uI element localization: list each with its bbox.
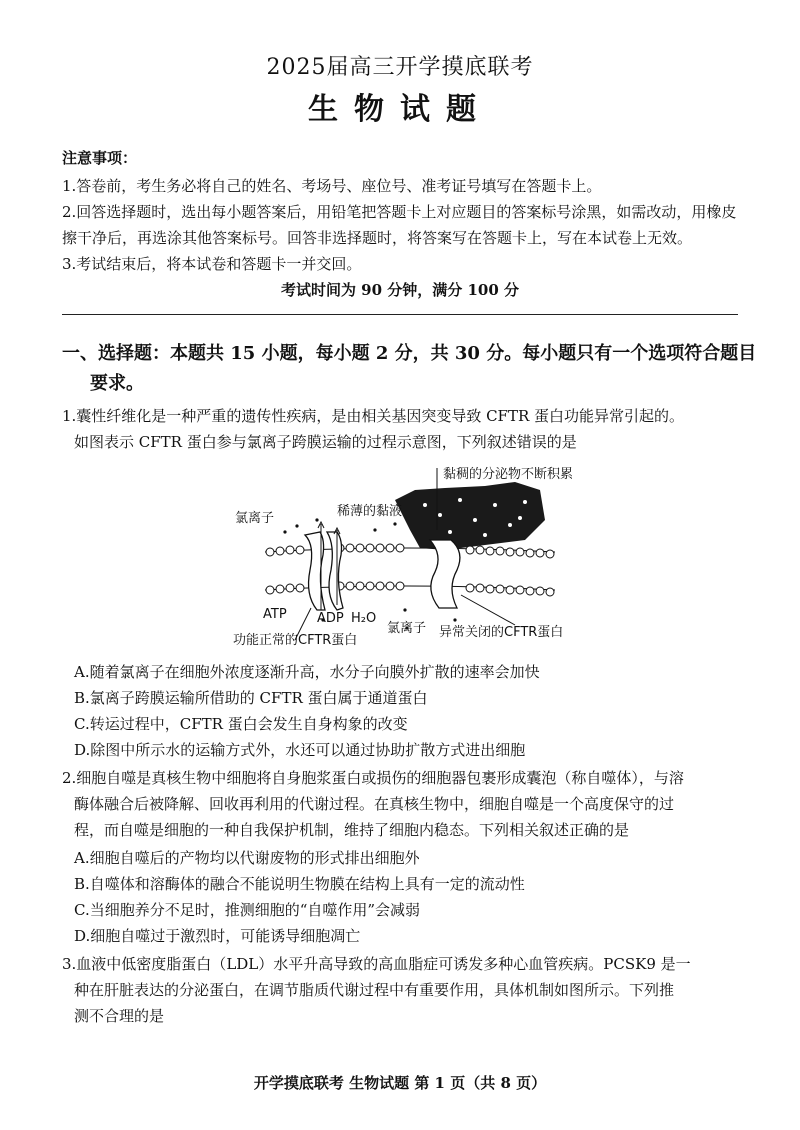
q1-option-a: A.随着氯离子在细胞外浓度逐渐升高，水分子向膜外扩散的速率会加快	[74, 663, 540, 681]
label-adp: ADP	[317, 611, 344, 626]
q2-option-d: D.细胞自噬过于激烈时，可能诱导细胞凋亡	[74, 927, 361, 945]
q2-option-b: B.自噬体和溶酶体的融合不能说明生物膜在结构上具有一定的流动性	[74, 875, 525, 893]
notice-item-3: 3.考试结束后，将本试卷和答题卡一并交回。	[62, 255, 362, 273]
label-chloride-bottom: 氯离子	[387, 621, 427, 636]
q3-stem-line-1: 3.血液中低密度脂蛋白（LDL）水平升高导致的高血脂症可诱发多种心血管疾病。PCSK9 是一	[62, 955, 691, 973]
section-title-line-1: 一、选择题：本题共 15 小题，每小题 2 分，共 30 分。每小题只有一个选项符合题目	[62, 343, 757, 364]
q1-stem-line-2: 如图表示 CFTR 蛋白参与氯离子跨膜运输的过程示意图，下列叙述错误的是	[74, 433, 577, 451]
notice-heading: 注意事项：	[62, 149, 138, 167]
notice-item-2-line-2: 擦干净后，再选涂其他答案标号。回答非选择题时，将答案写在答题卡上，写在本试卷上无效。	[62, 229, 693, 247]
label-chloride-top: 氯离子	[235, 511, 275, 526]
subject-title: 生物试题	[308, 92, 492, 127]
q1-option-c: C.转运过程中，CFTR 蛋白会发生自身构象的改变	[74, 715, 408, 733]
label-atp: ATP	[263, 607, 287, 622]
q2-option-a: A.细胞自噬后的产物均以代谢废物的形式排出细胞外	[74, 849, 420, 867]
abnormal-cftr-protein	[430, 540, 460, 608]
page-footer: 开学摸底联考 生物试题 第 1 页（共 8 页）	[253, 1074, 547, 1092]
label-water: H₂O	[351, 611, 377, 626]
exam-name: 2025届高三开学摸底联考	[266, 55, 534, 80]
label-normal-cftr: 功能正常的CFTR蛋白	[233, 633, 358, 648]
q2-option-c: C.当细胞养分不足时，推测细胞的“自噬作用”会减弱	[74, 901, 421, 919]
notice-item-2-line-1: 2.回答选择题时，选出每小题答案后，用铅笔把答题卡上对应题目的答案标号涂黑，如需改动，用橡皮	[62, 203, 737, 221]
q1-option-b: B.氯离子跨膜运输所借助的 CFTR 蛋白属于通道蛋白	[74, 689, 428, 707]
notice-item-1: 1.答卷前，考生务必将自己的姓名、考场号、座位号、准考证号填写在答题卡上。	[62, 177, 602, 195]
q1-stem-line-1: 1.囊性纤维化是一种严重的遗传性疾病，是由相关基因突变导致 CFTR 蛋白功能异常引起的。	[62, 407, 685, 425]
label-thin-mucus: 稀薄的黏液	[337, 504, 403, 519]
exam-time-info: 考试时间为 90 分钟，满分 100 分	[280, 281, 520, 299]
q2-stem-line-2: 酶体融合后被降解、回收再利用的代谢过程。在真核生物中，细胞自噬是一个高度保守的过	[74, 795, 675, 813]
section-title-line-2: 要求。	[90, 373, 144, 394]
q3-stem-line-3: 测不合理的是	[74, 1007, 165, 1025]
q2-stem-line-3: 程，而自噬是细胞的一种自我保护机制，维持了细胞内稳态。下列相关叙述正确的是	[74, 821, 630, 839]
q1-option-d: D.除图中所示水的运输方式外，水还可以通过协助扩散方式进出细胞	[74, 741, 526, 759]
divider	[62, 314, 738, 315]
label-secretion: 黏稠的分泌物不断积累	[443, 467, 574, 482]
q3-stem-line-2: 种在肝脏表达的分泌蛋白，在调节脂质代谢过程中有重要作用，具体机制如图所示。下列推	[74, 981, 675, 999]
normal-cftr-protein	[305, 532, 325, 610]
q2-stem-line-1: 2.细胞自噬是真核生物中细胞将自身胞浆蛋白或损伤的细胞器包裹形成囊泡（称自噬体），与溶	[62, 769, 684, 787]
viscous-secretion	[395, 482, 545, 550]
label-abnormal-cftr: 异常关闭的CFTR蛋白	[439, 625, 564, 640]
cftr-transport-diagram	[225, 460, 585, 650]
